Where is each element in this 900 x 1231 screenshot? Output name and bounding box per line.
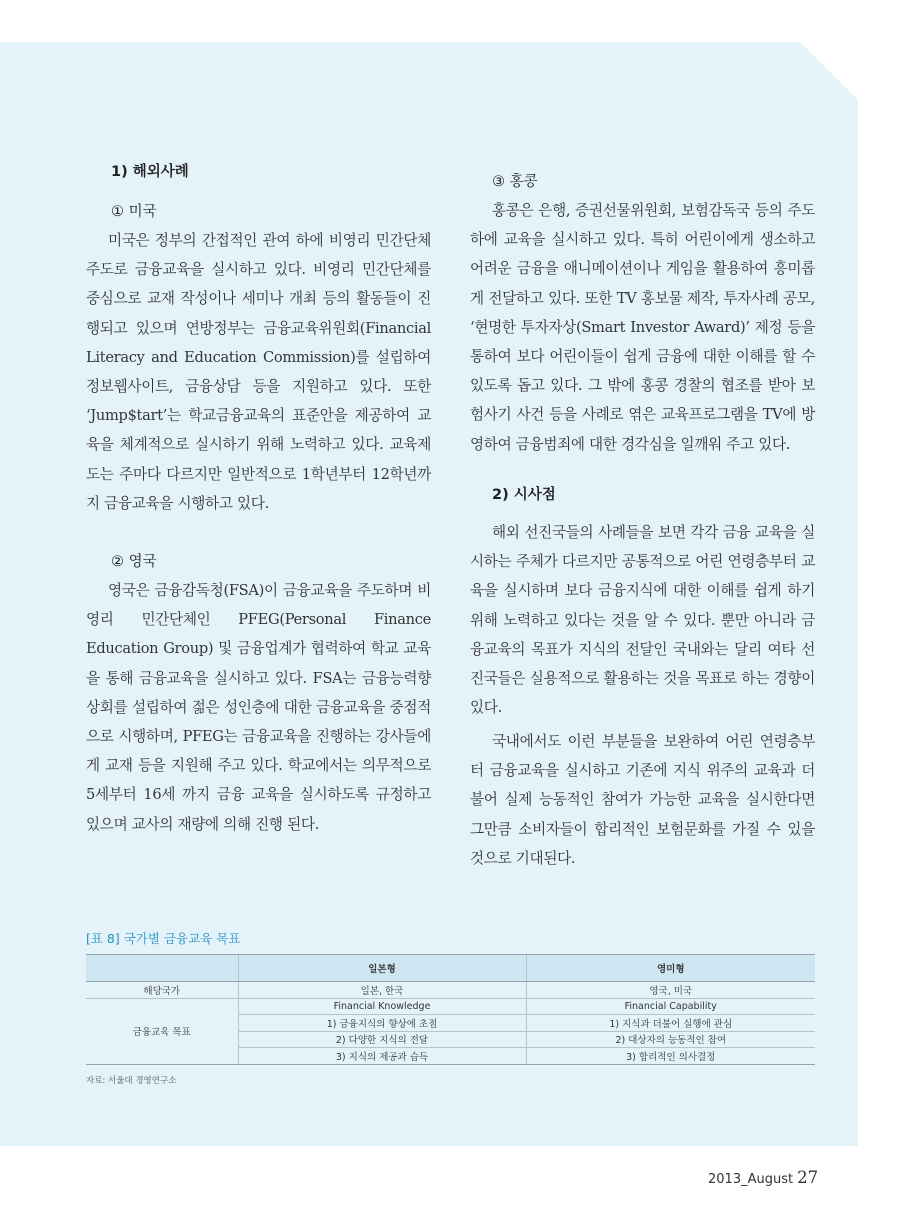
right-column-hk bbox=[470, 196, 815, 459]
header-ukus: 영미형 bbox=[526, 955, 815, 982]
japan-goal-3: 3) 지식의 제공과 습득 bbox=[238, 1048, 526, 1065]
subheading-uk: ② 영국 bbox=[111, 554, 157, 570]
ukus-goal-0: Financial Capability bbox=[526, 998, 815, 1015]
row-label-country: 해당국가 bbox=[86, 982, 238, 999]
goals-table bbox=[86, 954, 815, 1065]
japan-countries: 일본, 한국 bbox=[238, 982, 526, 999]
table-header-row bbox=[86, 955, 815, 982]
right-column-conclusion bbox=[470, 727, 815, 873]
table-source: 자료: 서울대 경영연구소 bbox=[86, 1076, 177, 1086]
table-row-country bbox=[86, 982, 815, 999]
table-row-goal-0 bbox=[86, 998, 815, 1015]
page-corner-fold bbox=[800, 42, 858, 100]
left-column-uk bbox=[86, 576, 431, 839]
header-blank-cell bbox=[86, 955, 238, 982]
left-column-us bbox=[86, 226, 431, 518]
section-heading-implications: 2) 시사점 bbox=[492, 487, 556, 503]
subheading-hongkong: ③ 홍콩 bbox=[492, 174, 538, 190]
japan-goal-1: 1) 금융지식의 향상에 초점 bbox=[238, 1015, 526, 1032]
issue-label: 2013_August bbox=[708, 1172, 794, 1187]
ukus-goal-1: 1) 지식과 더불어 실행에 관심 bbox=[526, 1015, 815, 1032]
implications-paragraph-1: 해외 선진국들의 사례들을 보면 각각 금융 교육을 실시하는 주체가 다르지만 공통적으로 어린 연령층부터 교육을 실시하며 보다 금융지식에 대한 이해를 쉽게 하기 위해 노력하고 있다는 것을 알 수 있다. 뿐만 아니라 금융교육의 목표가 지식의 전달인 국내와는 달리 여타 선진국들은 실용적으로 활용하는 것을 목표로 하는 경향이 있다. bbox=[470, 524, 815, 717]
ukus-countries: 영국, 미국 bbox=[526, 982, 815, 999]
japan-goal-0: Financial Knowledge bbox=[238, 998, 526, 1015]
right-column-implications bbox=[470, 518, 815, 722]
japan-goal-2: 2) 다양한 지식의 전달 bbox=[238, 1031, 526, 1048]
row-label-goal: 금융교육 목표 bbox=[86, 998, 238, 1064]
page-footer bbox=[708, 1168, 818, 1187]
ukus-goal-3: 3) 합리적인 의사결정 bbox=[526, 1048, 815, 1065]
hk-paragraph: 홍콩은 은행, 증권선물위원회, 보험감독국 등의 주도하에 교육을 실시하고 있다. 특히 어린이에게 생소하고 어려운 금융을 애니메이션이나 게임을 활용하여 흥미롭게 전달하고 있다. 또한 TV 홍보물 제작, 투자사례 공모, ‘현명한 투자자상(Smart Investor Award)’ 제정 등을 통하여 보다 어린이들이 쉽게 금융에 대한 이해를 할 수 있도록 돕고 있다. 그 밖에 홍콩 경찰의 협조를 받아 보험사기 사건 등을 사례로 엮은 교육프로그램을 TV에 방영하여 금융범죄에 대한 경각심을 일깨워 주고 있다. bbox=[470, 202, 815, 453]
ukus-goal-2: 2) 대상자의 능동적인 참여 bbox=[526, 1031, 815, 1048]
subheading-us: ① 미국 bbox=[111, 204, 157, 220]
page-number: 27 bbox=[797, 1168, 819, 1187]
uk-paragraph: 영국은 금융감독청(FSA)이 금융교육을 주도하며 비영리 민간단체인 PFEG(Personal Finance Education Group) 및 금융업계가 협력하여 학교 교육을 통해 금융교육을 실시하고 있다. FSA는 금융능력향상회를 설립하여 젊은 성인층에 대한 금융교육을 중점적으로 시행하며, PFEG는 금융교육을 진행하는 강사들에게 교재 등을 지원해 주고 있다. 학교에서는 의무적으로 5세부터 16세 까지 금융 교육을 실시하도록 규정하고 있으며 교사의 재량에 의해 진행 된다. bbox=[86, 582, 431, 833]
header-japan: 일본형 bbox=[238, 955, 526, 982]
section-heading-overseas: 1) 해외사례 bbox=[111, 164, 189, 180]
implications-paragraph-2: 국내에서도 이런 부분들을 보완하여 어린 연령층부터 금융교육을 실시하고 기존에 지식 위주의 교육과 더불어 실제 능동적인 참여가 가능한 교육을 실시한다면 그만큼 소비자들이 합리적인 보험문화를 가질 수 있을 것으로 기대된다. bbox=[470, 733, 815, 867]
table-caption: [표 8] 국가별 금융교육 목표 bbox=[86, 931, 241, 946]
us-paragraph: 미국은 정부의 간접적인 관여 하에 비영리 민간단체 주도로 금융교육을 실시하고 있다. 비영리 민간단체를 중심으로 교재 작성이나 세미나 개최 등의 활동들이 진행되고 있으며 연방정부는 금융교육위원회(Financial Literacy and Education Commission)를 설립하여 정보웹사이트, 금융상담 등을 지원하고 있다. 또한 ‘Jump$tart’는 학교금융교육의 표준안을 제공하여 교육을 체계적으로 실시하기 위해 노력하고 있다. 교육제도는 주마다 다르지만 일반적으로 1학년부터 12학년까지 금융교육을 시행하고 있다. bbox=[86, 232, 431, 512]
